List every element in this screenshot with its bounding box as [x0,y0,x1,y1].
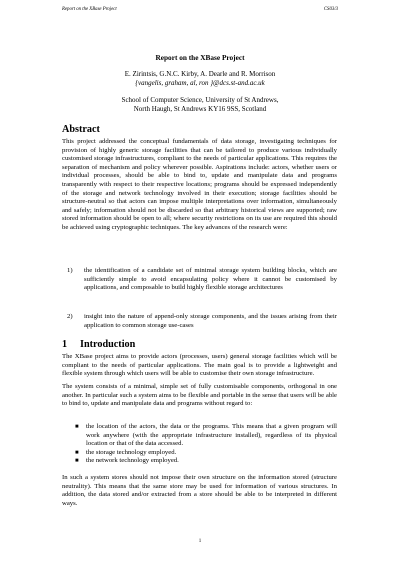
author-block [0,70,400,87]
introduction-heading [62,339,135,350]
page-number: 1 [198,539,202,544]
running-head-report-id: CS03/3 [323,7,338,12]
author-emails: {vangelis, graham, al, ron }@dcs.st-and.ac.uk [135,78,265,87]
list-item-text: the identification of a candidate set of minimal storage system building blocks, which are sufficiently simple to avoid encapsulating policy where it cannot be customised by applications, and composable to build highly flexible storage architectures [84,267,337,292]
introduction-paragraph-2: The system consists of a minimal, simple set of fully customisable components, orthogonal in one another. In particular such a system aims to be flexible and portable in the sense that users will be able to bind to, update and manipulate data and programs without regard to: [62,383,337,408]
paper-title: Report on the XBase Project [155,53,245,62]
list-item-text: insight into the nature of append-only storage components, and the issues arising from their application to common storage use-cases [84,313,337,329]
author-names: E. Zirintsis, G.N.C. Kirby, A. Dearle and R. Morrison [124,70,276,78]
introduction-bullet-list [62,423,337,466]
abstract-advance-list-item [62,313,337,330]
list-marker: 2) [67,313,73,320]
affiliation [0,96,400,113]
introduction-paragraph-1: The XBase project aims to provide actors (processes, users) general storage facilities which will be compliant to the needs of particular applications. The main goal is to provide a lightweight and flexible system through which users will be able to customise their own storage infrastructure. [62,353,337,378]
bullet-icon: ■ [75,458,79,465]
bullet-icon: ■ [75,449,79,456]
bullet-text: the storage technology employed. [86,448,177,456]
section-number: 1 [62,339,68,350]
bullet-item [62,449,337,458]
bullet-item [62,423,337,449]
running-head-title: Report on the XBase Project [62,7,117,12]
running-head [62,7,338,12]
list-marker: 1) [67,267,73,274]
bullet-icon: ■ [75,424,79,430]
bullet-text: the location of the actors, the data or the programs. This means that a given program will work anywhere (with the appropriate infrastructure installed), regardless of its physical location or that of the data accessed. [86,423,337,448]
introduction-paragraph-3: In such a system stores should not impose their own structure on the information stored (structure neutrality). This means that the same store may be used for information of various structures. In addition, the data stored and/or extracted from a store should be able to be interpreted in different ways. [62,474,337,507]
abstract-paragraph: This project addressed the conceptual fundamentals of data storage, investigating techniques for provision of highly generic storage facilities that can be tailored to produce various individually customised storage infrastructures, compliant to the needs of particular applications. This requires the separation of mechanism and policy wherever possible. Aspirations include: actors, whether users or individual processes, should be able to bind to, update and manipulate data and programs transparently with respect to their respective locations; programs should be expressed independently of the storage and network technology involved in their execution; storage facilities should be structure-neutral so that actors can impose multiple interpretations over information, simultaneously and safely; information should not be discarded so that arbitrary historical views are supported; raw stored information should be open to all; where security restrictions on its use are required this should be achieved using cryptographic techniques. The key advances of the research were: [62,138,337,231]
abstract-heading: Abstract [62,124,100,135]
section-title: Introduction [80,339,136,350]
affiliation-line-1: School of Computer Science, University of St Andrews, [121,96,279,104]
abstract-advance-list-item [62,267,337,293]
bullet-text: the network technology employed. [86,457,179,465]
bullet-item [62,457,337,466]
affiliation-line-2: North Haugh, St Andrews KY16 9SS, Scotland [133,104,267,113]
